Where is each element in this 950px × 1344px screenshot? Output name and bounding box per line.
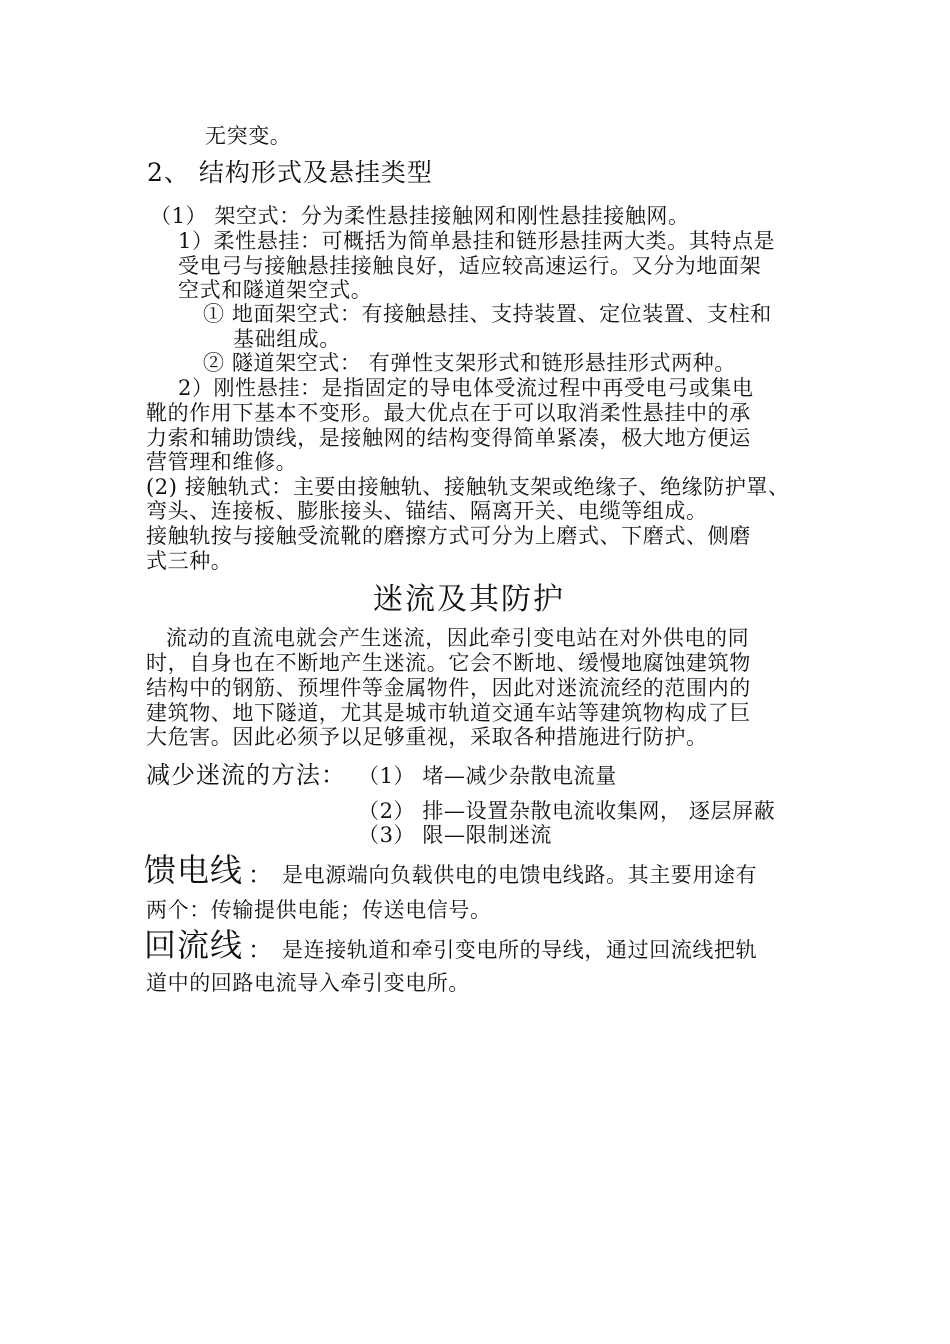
text-line: 基础组成。 [233, 327, 341, 351]
text-line: 弯头、连接板、膨胀接头、锚结、隔离开关、电缆等组成。 [146, 499, 708, 523]
text-line: 空式和隧道架空式。 [178, 278, 373, 302]
text-line: 式三种。 [146, 549, 233, 573]
text-line: 2）刚性悬挂：是指固定的导电体受流过程中再受电弓或集电 [178, 376, 754, 400]
text-line: （1） 堵—减少杂散电流量 [358, 764, 617, 788]
text-line: 靴的作用下基本不变形。最大优点在于可以取消柔性悬挂中的承 [146, 401, 751, 425]
text-line: 建筑物、地下隧道，尤其是城市轨道交通车站等建筑物构成了巨 [146, 701, 751, 725]
text-line: 无突变。 [205, 124, 292, 148]
text-line: 接触轨按与接触受流靴的磨擦方式可分为上磨式、下磨式、侧磨 [146, 524, 751, 548]
text-line: （3） 限—限制迷流 [358, 823, 553, 847]
text-line: 1）柔性悬挂：可概括为简单悬挂和链形悬挂两大类。其特点是 [178, 229, 776, 253]
text-line: (2) 接触轨式：主要由接触轨、接触轨支架或绝缘子、绝缘防护罩、 [146, 475, 790, 499]
text-line: （2） 排—设置杂散电流收集网， 逐层屏蔽 [358, 799, 776, 823]
text-line: 是连接轨道和牵引变电所的导线，通过回流线把轨 [282, 938, 758, 962]
term-return-line: 回流线 [144, 926, 244, 964]
text-line: 流动的直流电就会产生迷流，因此牵引变电站在对外供电的同 [166, 626, 750, 650]
text-line: 大危害。因此必须予以足够重视，采取各种措施进行防护。 [146, 725, 708, 749]
text-line: 受电弓与接触悬挂接触良好，适应较高速运行。又分为地面架 [178, 254, 762, 278]
text-line: 两个：传输提供电能；传送电信号。 [146, 898, 492, 922]
text-line: （1） 架空式：分为柔性悬挂接触网和刚性悬挂接触网。 [150, 204, 690, 228]
text-line: 时，自身也在不断地产生迷流。它会不断地、缓慢地腐蚀建筑物 [146, 651, 751, 675]
text-line: 道中的回路电流导入牵引变电所。 [146, 971, 470, 995]
methods-label: 减少迷流的方法： [146, 761, 346, 789]
text-line: 营管理和维修。 [146, 450, 298, 474]
section-heading: 2、 结构形式及悬挂类型 [147, 158, 433, 187]
text-line: 是电源端向负载供电的电馈电线路。其主要用途有 [282, 863, 758, 887]
term-colon: ： [248, 936, 273, 964]
page-title: 迷流及其防护 [373, 582, 565, 617]
text-line: ① 地面架空式：有接触悬挂、支持装置、定位装置、支柱和 [203, 302, 772, 326]
text-line: 力索和辅助馈线，是接触网的结构变得简单紧凑，极大地方便运 [146, 426, 751, 450]
term-colon: ： [248, 861, 273, 889]
text-line: ② 隧道架空式： 有弹性支架形式和链形悬挂形式两种。 [203, 351, 736, 375]
term-feeder: 馈电线 [144, 851, 244, 889]
text-line: 结构中的钢筋、预埋件等金属物件，因此对迷流流经的范围内的 [146, 676, 751, 700]
